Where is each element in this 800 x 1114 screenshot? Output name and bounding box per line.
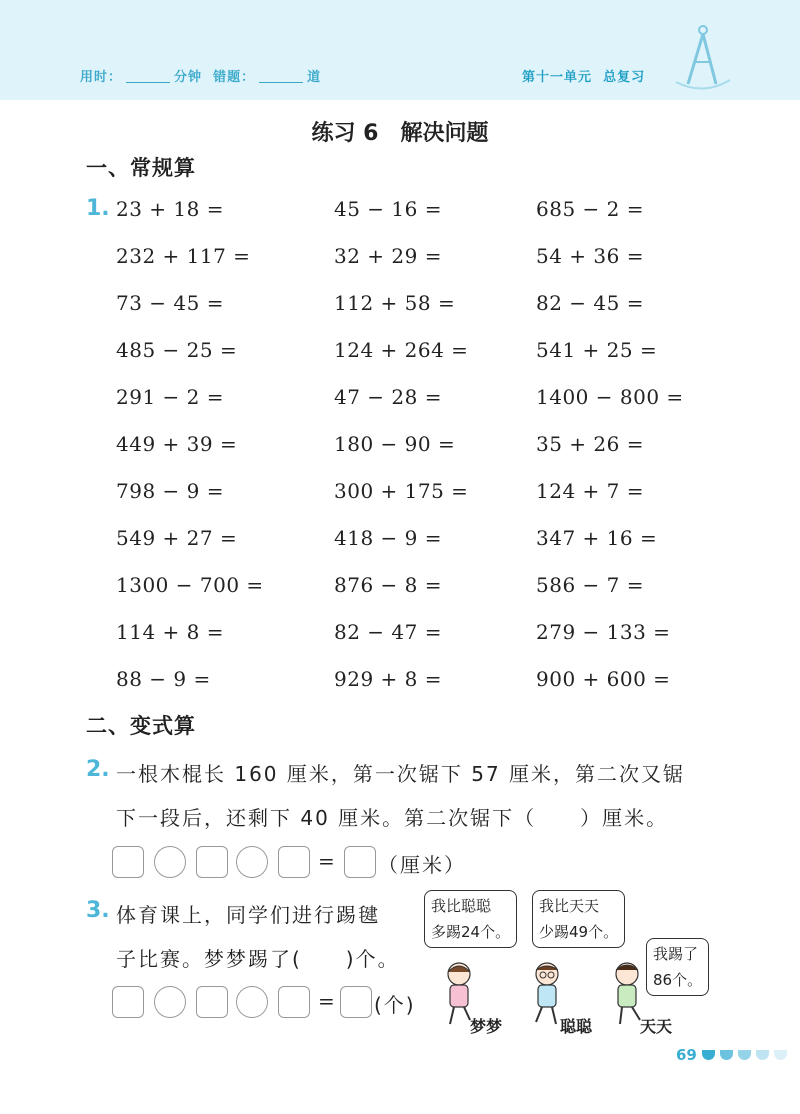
calc-item: 54 + 36 = <box>536 244 644 268</box>
time-blank[interactable] <box>126 70 170 83</box>
bubble-line: 少踢49个。 <box>539 923 619 941</box>
section-heading-routine: 一、常规算 <box>86 156 196 180</box>
name-mengmeng: 梦梦 <box>470 1017 503 1036</box>
calc-item: 114 + 8 = <box>116 620 224 644</box>
q2-operator-circle-1[interactable] <box>154 846 186 878</box>
q2-operator-circle-2[interactable] <box>236 846 268 878</box>
q3-result-box[interactable] <box>340 986 372 1018</box>
calc-item: 82 − 47 = <box>334 620 442 644</box>
q3-equals-sign: = <box>318 989 335 1013</box>
speech-bubble-tiantian <box>646 938 709 996</box>
q3-answer-box-2[interactable] <box>196 986 228 1018</box>
calc-item: 32 + 29 = <box>334 244 442 268</box>
calc-item: 232 + 117 = <box>116 244 251 268</box>
calc-item: 876 − 8 = <box>334 573 442 597</box>
q2-text-line2: 下一段后，还剩下 40 厘米。第二次锯下（ ）厘米。 <box>116 806 669 830</box>
q2-answer-box-1[interactable] <box>112 846 144 878</box>
calc-item: 929 + 8 = <box>334 667 442 691</box>
calc-item: 485 − 25 = <box>116 338 238 362</box>
unit-name: 第十一单元 <box>522 70 593 85</box>
error-unit: 道 <box>307 70 322 85</box>
calc-item: 82 − 45 = <box>536 291 644 315</box>
compass-icon <box>668 22 738 92</box>
speech-bubble-mengmeng <box>424 890 517 948</box>
section-heading-variant: 二、变式算 <box>86 714 196 738</box>
calc-item: 279 − 133 = <box>536 620 671 644</box>
calc-item: 541 + 25 = <box>536 338 658 362</box>
calc-item: 900 + 600 = <box>536 667 671 691</box>
calc-item: 1300 − 700 = <box>116 573 264 597</box>
lesson-number: 练习 6 <box>311 121 379 146</box>
bubble-line: 我踢了 <box>653 945 699 963</box>
progress-dot <box>774 1050 787 1060</box>
time-label: 用时： <box>80 70 123 85</box>
name-tiantian: 天天 <box>640 1017 673 1036</box>
calc-item: 45 − 16 = <box>334 197 442 221</box>
q3-answer-box-3[interactable] <box>278 986 310 1018</box>
calc-item: 180 − 90 = <box>334 432 456 456</box>
question-number-2: 2. <box>86 757 110 782</box>
q2-equals-sign: = <box>318 849 335 873</box>
calc-item: 88 − 9 = <box>116 667 211 691</box>
q3-text-line2: 子比赛。梦梦踢了( )个。 <box>116 947 400 971</box>
bubble-line: 我比聪聪 <box>431 897 492 915</box>
q2-result-box[interactable] <box>344 846 376 878</box>
unit-title <box>522 66 645 85</box>
page-number: 69 <box>676 1046 697 1064</box>
speech-bubble-congcong <box>532 890 625 948</box>
q3-operator-circle-2[interactable] <box>236 986 268 1018</box>
q3-unit-label: (个) <box>374 993 416 1017</box>
calc-item: 124 + 264 = <box>334 338 469 362</box>
q3-operator-circle-1[interactable] <box>154 986 186 1018</box>
calc-item: 47 − 28 = <box>334 385 442 409</box>
calc-item: 35 + 26 = <box>536 432 644 456</box>
question-number-1: 1. <box>86 196 110 221</box>
calc-item: 685 − 2 = <box>536 197 644 221</box>
progress-dot <box>720 1050 733 1060</box>
calc-item: 73 − 45 = <box>116 291 224 315</box>
lesson-topic: 解决问题 <box>400 121 489 146</box>
q3-answer-box-1[interactable] <box>112 986 144 1018</box>
calc-item: 112 + 58 = <box>334 291 456 315</box>
error-label: 错题： <box>213 70 256 85</box>
calc-item: 300 + 175 = <box>334 479 469 503</box>
calc-item: 124 + 7 = <box>536 479 644 503</box>
progress-dot <box>702 1050 715 1060</box>
progress-dot <box>738 1050 751 1060</box>
calc-item: 291 − 2 = <box>116 385 224 409</box>
time-unit: 分钟 <box>174 70 203 85</box>
calc-item: 449 + 39 = <box>116 432 238 456</box>
bubble-line: 86个。 <box>653 971 703 989</box>
calc-item: 418 − 9 = <box>334 526 442 550</box>
unit-subtitle: 总复习 <box>603 70 646 85</box>
page-title <box>0 116 800 147</box>
q2-text-line1: 一根木棍长 160 厘米，第一次锯下 57 厘米，第二次又锯 <box>116 762 686 786</box>
calc-item: 1400 − 800 = <box>536 385 684 409</box>
calc-item: 347 + 16 = <box>536 526 658 550</box>
calc-item: 23 + 18 = <box>116 197 224 221</box>
bubble-line: 我比天天 <box>539 897 600 915</box>
progress-dot <box>756 1050 769 1060</box>
error-blank[interactable] <box>259 70 303 83</box>
q3-text-line1: 体育课上，同学们进行踢毽 <box>116 903 380 927</box>
q2-answer-box-2[interactable] <box>196 846 228 878</box>
calc-item: 586 − 7 = <box>536 573 644 597</box>
calc-item: 549 + 27 = <box>116 526 238 550</box>
q2-answer-box-3[interactable] <box>278 846 310 878</box>
question-number-3: 3. <box>86 898 110 923</box>
time-error-record <box>80 66 321 85</box>
calc-item: 798 − 9 = <box>116 479 224 503</box>
q2-unit-label: （厘米） <box>378 853 466 877</box>
name-congcong: 聪聪 <box>560 1017 593 1036</box>
bubble-line: 多踢24个。 <box>431 923 511 941</box>
